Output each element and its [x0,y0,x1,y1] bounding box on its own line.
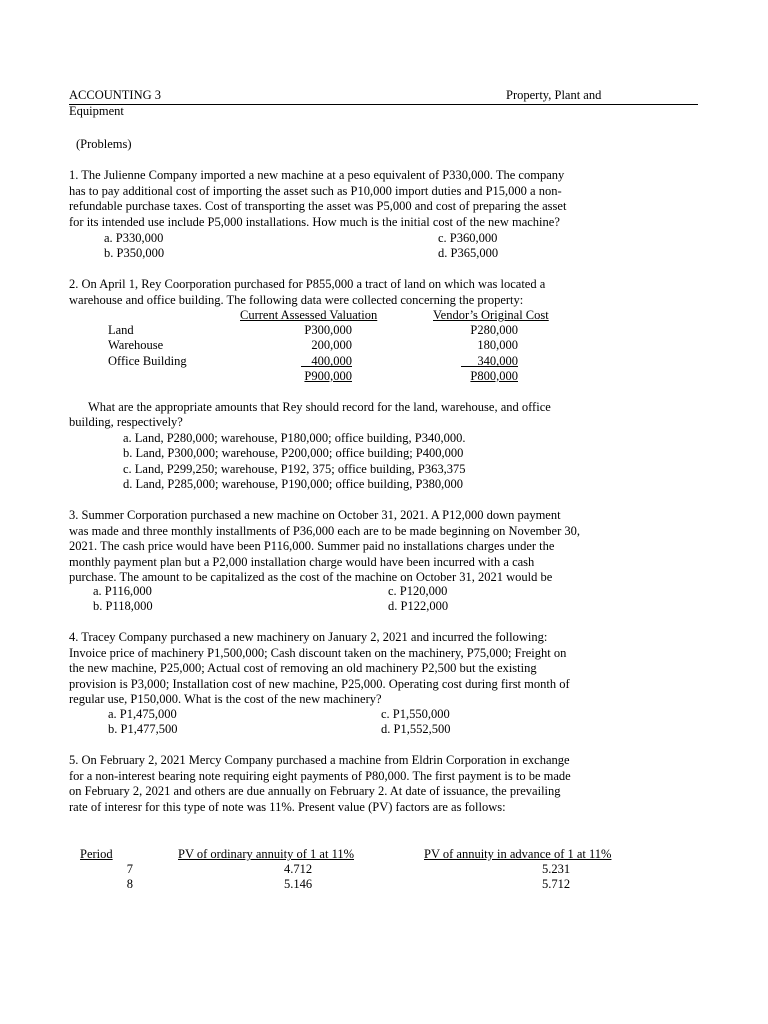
q3-choice-d: d. P122,000 [388,599,449,613]
question-5 [69,753,669,815]
q5-line: for a non-interest bearing note requiring eight payments of P80,000. The first payment is to be made [69,768,571,783]
table-header-original: Vendor’s Original Cost [433,308,549,322]
q2-question-line: building, respectively? [69,415,183,429]
original-total-value: P800,000 [470,369,518,383]
q1-line: refundable purchase taxes. Cost of transporting the asset was P5,000 and cost of preparing the asset [69,199,567,214]
row-label-office: Office Building [108,354,187,368]
row-label-warehouse: Warehouse [108,338,164,352]
q4-line: 4. Tracey Company purchased a new machinery on January 2, 2021 and incurred the following: [69,630,548,644]
header-rule [69,104,698,105]
q1-line: 1. The Julienne Company imported a new machine at a peso equivalent of P330,000. The company [69,168,565,182]
pv-advance-7: 5.231 [541,862,571,876]
q4-line: provision is P3,000; Installation cost of new machine, P25,000. Operating cost during first month of [69,676,570,691]
q3-line: monthly payment plan but a P2,000 installation charge would have been incurred with a cash [69,554,535,569]
course-title: ACCOUNTING 3 [69,88,162,102]
question-3 [69,508,669,586]
row-label-land: Land [108,323,134,337]
pv-header-ordinary: PV of ordinary annuity of 1 at 11% [178,847,355,861]
q2-line: warehouse and office building. The following data were collected concerning the property: [69,292,524,307]
q2-choice-d: d. Land, P285,000; warehouse, P190,000; office building, P380,000 [123,477,464,491]
q5-line: 5. On February 2, 2021 Mercy Company purchased a machine from Eldrin Corporation in exchange [69,753,570,767]
pv-ordinary-8: 5.146 [283,877,313,891]
office-original: 340,000 [477,354,518,368]
q5-line: rate of interesr for this type of note was 11%. Present value (PV) factors are as follows: [69,799,506,814]
q4-choice-a: a. P1,475,000 [108,707,177,721]
warehouse-assessed: 200,000 [311,338,352,352]
q4-choice-b: b. P1,477,500 [108,722,178,736]
q1-choice-c: c. P360,000 [438,231,498,245]
pv-header-advance: PV of annuity in advance of 1 at 11% [424,847,612,861]
assessed-subtotal-rule [301,366,352,367]
q4-choice-c: c. P1,550,000 [381,707,450,721]
q3-line: 3. Summer Corporation purchased a new machine on October 31, 2021. A P12,000 down payment [69,508,561,522]
pv-ordinary-7: 4.712 [283,862,313,876]
q2-choice-a: a. Land, P280,000; warehouse, P180,000; office building, P340,000. [123,431,466,445]
pv-period-8: 8 [126,877,133,891]
land-assessed: P300,000 [304,323,352,337]
q2-question-line: What are the appropriate amounts that Rey should record for the land, warehouse, and office [88,400,551,414]
table-header-assessed: Current Assessed Valuation [240,308,378,322]
q4-line: the new machine, P25,000; Actual cost of removing an old machinery P2,500 but the existing [69,661,537,676]
assessed-total [280,369,352,385]
question-1 [69,168,669,230]
q4-line: regular use, P150,000. What is the cost of the new machinery? [69,692,382,707]
warehouse-original: 180,000 [477,338,518,352]
q1-choice-b: b. P350,000 [104,246,165,260]
topic-title: Property, Plant and [506,88,602,102]
q1-choice-a: a. P330,000 [104,231,164,245]
q1-choice-d: d. P365,000 [438,246,499,260]
q4-line: Invoice price of machinery P1,500,000; Cash discount taken on the machinery, P75,000; Freight on [69,645,567,660]
office-assessed: 400,000 [311,354,352,368]
original-total [446,369,518,385]
q3-line: 2021. The cash price would have been P116,000. Summer paid no installations charges under the [69,539,555,554]
assessed-total-value: P900,000 [304,369,352,383]
question-4 [69,630,669,708]
original-subtotal-rule [461,366,518,367]
q2-line: 2. On April 1, Rey Coorporation purchased for P855,000 a tract of land on which was located a [69,277,546,291]
q3-choice-a: a. P116,000 [93,584,152,598]
q4-choice-d: d. P1,552,500 [381,722,451,736]
q2-choice-b: b. Land, P300,000; warehouse, P200,000; office building; P400,000 [123,446,464,460]
q3-choice-c: c. P120,000 [388,584,448,598]
topic-title-wrap: Equipment [69,104,124,118]
q3-choice-b: b. P118,000 [93,599,153,613]
q3-line: was made and three monthly installments of P36,000 each are to be made beginning on November 30, [69,523,580,538]
land-original: P280,000 [470,323,518,337]
q1-line: for its intended use include P5,000 installations. How much is the initial cost of the new machine? [69,214,560,229]
pv-advance-8: 5.712 [541,877,571,891]
question-2 [69,277,669,308]
q3-line: purchase. The amount to be capitalized as the cost of the machine on October 31, 2021 would be [69,570,553,585]
section-label: (Problems) [76,137,132,151]
pv-period-7: 7 [126,862,133,876]
q2-choice-c: c. Land, P299,250; warehouse, P192, 375; office building, P363,375 [123,462,466,476]
q5-line: on February 2, 2021 and others are due annually on February 2. At date of issuance, the prevailing [69,784,561,799]
pv-header-period: Period [80,847,113,861]
q1-line: has to pay additional cost of importing the asset such as P10,000 import duties and P15,000 a non- [69,183,562,198]
